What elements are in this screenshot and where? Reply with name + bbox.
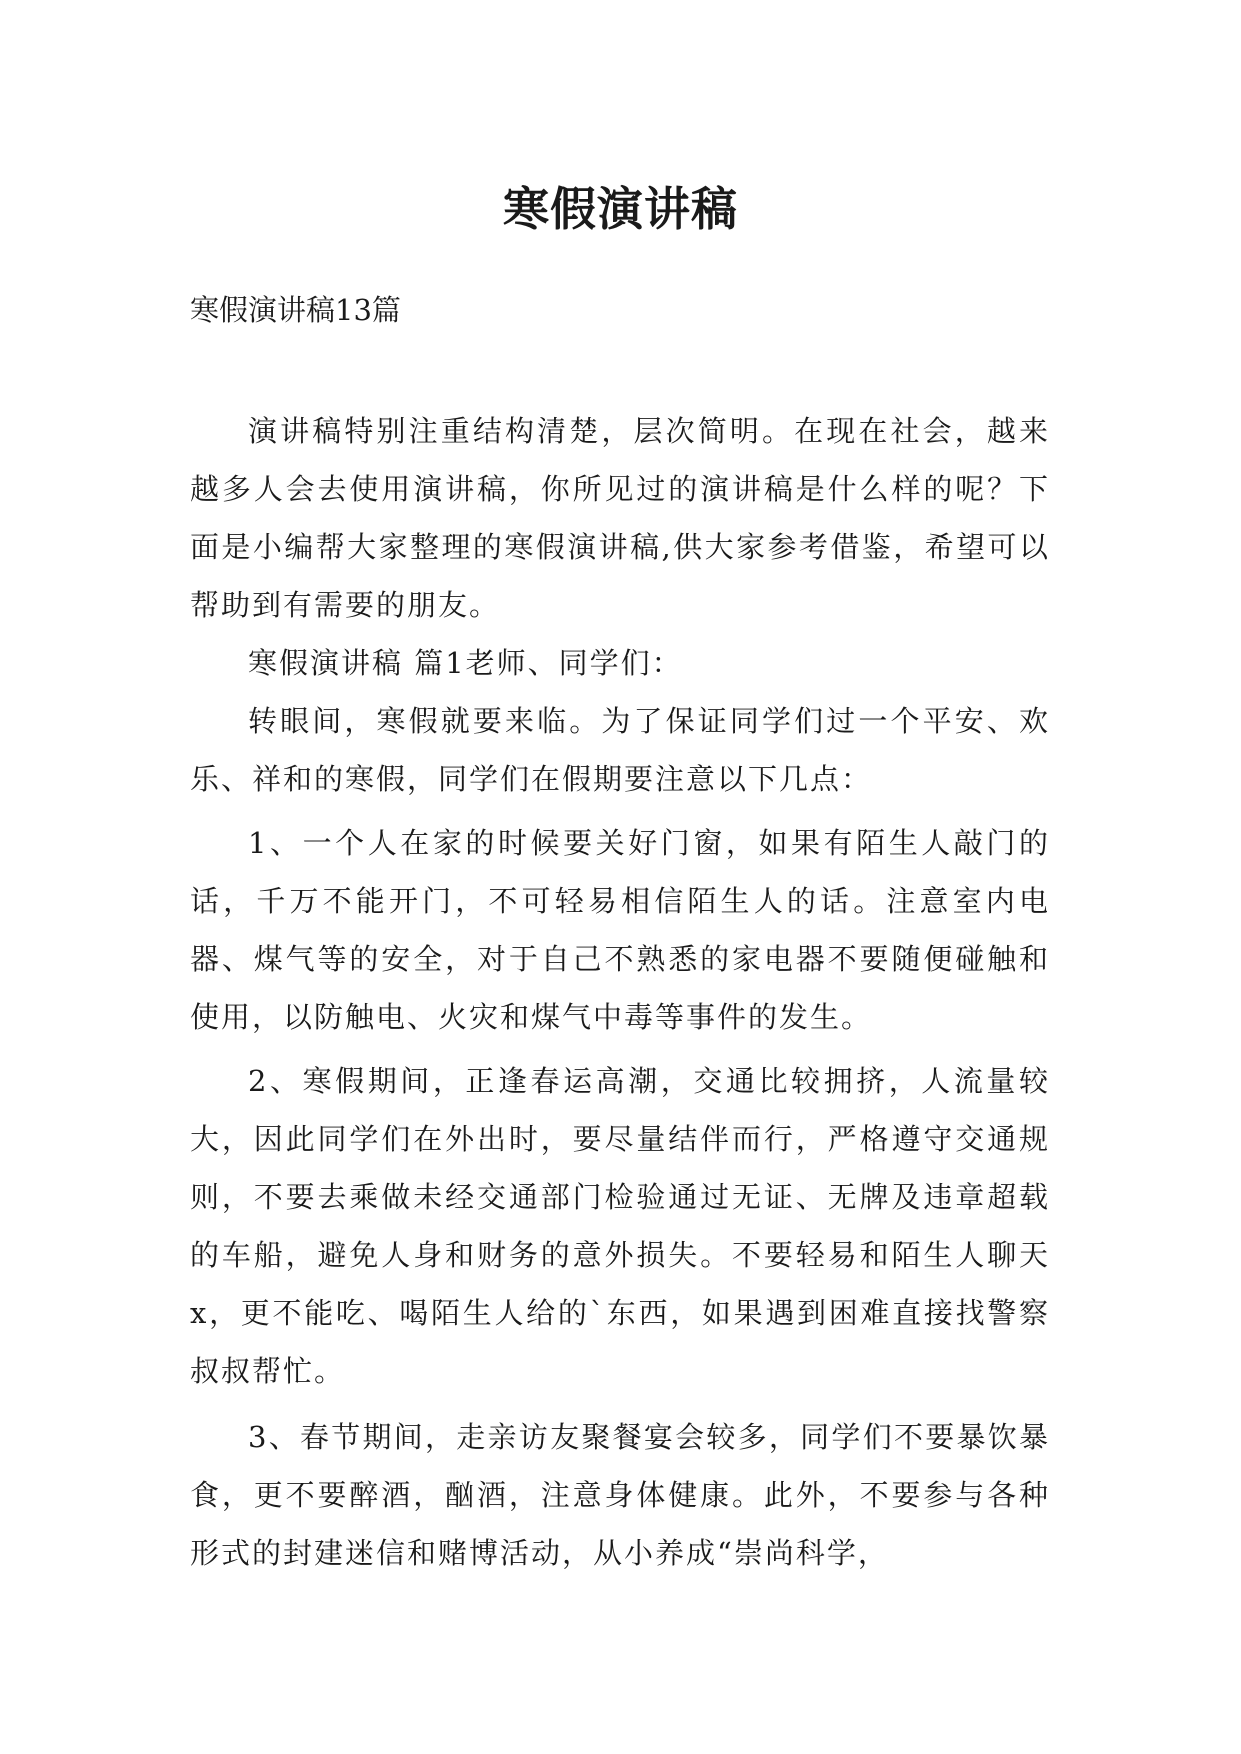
body-paragraph: 3、春节期间，走亲访友聚餐宴会较多，同学们不要暴饮暴食，更不要醉酒，酗酒，注意身体健康。此外，不要参与各种形式的封建迷信和赌博活动，从小养成“崇尚科学， [190, 1420, 1050, 1570]
document-body [190, 402, 1050, 1582]
body-paragraph: 1、一个人在家的时候要关好门窗，如果有陌生人敲门的话，千万不能开门，不可轻易相信陌生人的话。注意室内电器、煤气等的安全，对于自己不熟悉的家电器不要随便碰触和使用，以防触电、火灾和煤气中毒等事件的发生。 [190, 826, 1050, 1034]
body-paragraph: 转眼间，寒假就要来临。为了保证同学们过一个平安、欢乐、祥和的寒假，同学们在假期要注意以下几点： [190, 704, 1050, 796]
body-paragraph: 2、寒假期间，正逢春运高潮，交通比较拥挤，人流量较大，因此同学们在外出时，要尽量结伴而行，严格遵守交通规则，不要去乘做未经交通部门检验通过无证、无牌及违章超载的车船，避免人身和财务的意外损失。不要轻易和陌生人聊天x，更不能吃、喝陌生人给的`东西，如果遇到困难直接找警察叔叔帮忙。 [190, 1064, 1050, 1388]
document-subtitle: 寒假演讲稿13篇 [190, 293, 401, 327]
intro-paragraph: 演讲稿特别注重结构清楚，层次简明。在现在社会，越来越多人会去使用演讲稿，你所见过的演讲稿是什么样的呢？下面是小编帮大家整理的寒假演讲稿,供大家参考借鉴，希望可以帮助到有需要的朋友。 [190, 414, 1050, 622]
section-heading: 寒假演讲稿 篇1老师、同学们： [248, 646, 683, 680]
page-title: 寒假演讲稿 [503, 181, 738, 236]
